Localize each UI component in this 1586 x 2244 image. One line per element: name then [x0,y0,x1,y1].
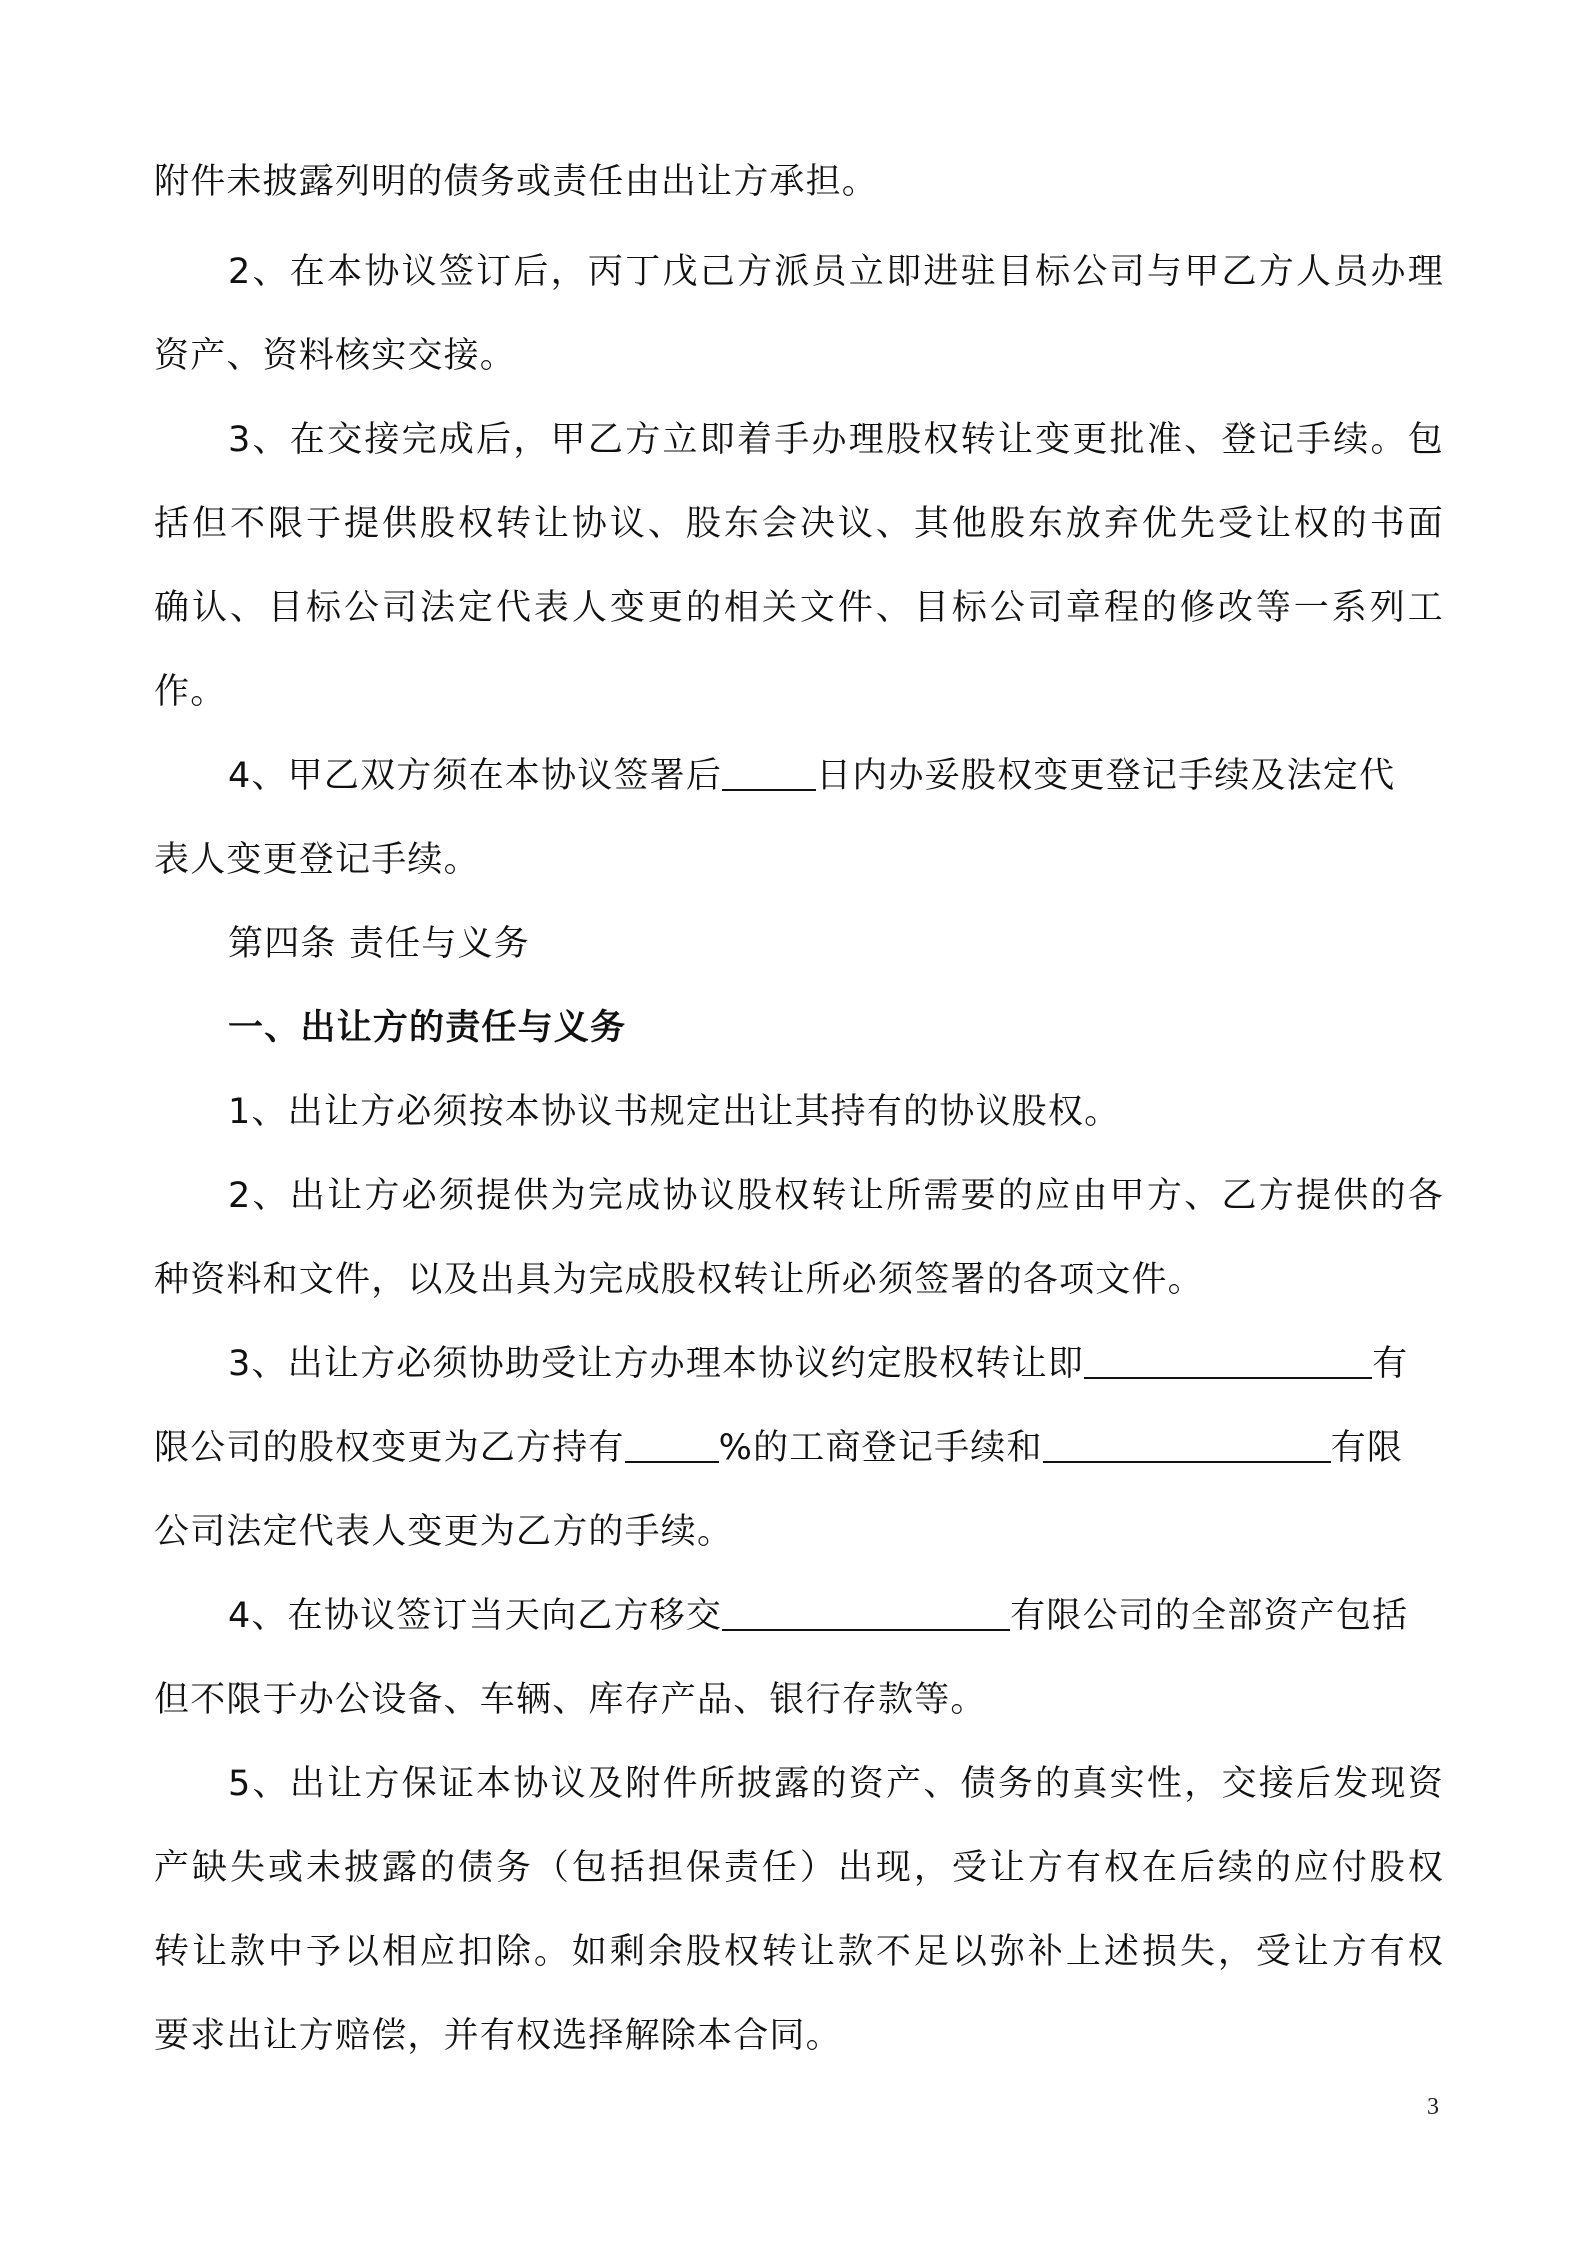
section-heading: 一、出让方的责任与义务 [228,1008,627,1048]
paragraph-line [154,1426,1444,1470]
text-segment: 日内办妥股权变更登记手续及法定代 [816,756,1396,796]
paragraph-line [228,1342,1444,1386]
paragraph-line: 确认、目标公司法定代表人变更的相关文件、目标公司章程的修改等一系列工 [154,588,1444,628]
text-segment: 有限 [1330,1428,1404,1468]
paragraph-line: 但不限于办公设备、车辆、库存产品、银行存款等。 [154,1680,987,1720]
page-number: 3 [1427,2094,1439,2120]
article-heading: 第四条 责任与义务 [228,924,530,964]
paragraph-line: 3、在交接完成后，甲乙方立即着手办理股权转让变更批准、登记手续。包 [228,420,1444,460]
paragraph-line: 表人变更登记手续。 [154,840,480,880]
paragraph-line: 附件未披露列明的债务或责任由出让方承担。 [154,162,879,202]
paragraph-line: 2、出让方必须提供为完成协议股权转让所需要的应由甲方、乙方提供的各 [228,1176,1444,1216]
fill-in-blank[interactable] [1043,1427,1331,1463]
paragraph-line: 作。 [154,672,227,712]
paragraph-line: 5、出让方保证本协议及附件所披露的资产、债务的真实性，交接后发现资 [228,1764,1444,1804]
fill-in-blank[interactable] [722,1595,1010,1631]
text-segment: %的工商登记手续和 [718,1428,1043,1468]
fill-in-blank[interactable] [625,1427,719,1463]
text-segment: 有限公司的全部资产包括 [1010,1596,1409,1636]
text-segment: 4、甲乙双方须在本协议签署后 [228,756,723,796]
paragraph-line: 产缺失或未披露的债务（包括担保责任）出现，受让方有权在后续的应付股权 [154,1848,1444,1888]
paragraph-line: 要求出让方赔偿，并有权选择解除本合同。 [154,2016,842,2056]
text-segment: 4、在协议签订当天向乙方移交 [228,1596,723,1636]
paragraph-line: 资产、资料核实交接。 [154,336,517,376]
fill-in-blank[interactable] [1084,1343,1372,1379]
text-segment: 有 [1372,1344,1409,1384]
paragraph-line: 公司法定代表人变更为乙方的手续。 [154,1512,734,1552]
paragraph-line: 2、在本协议签订后，丙丁戊己方派员立即进驻目标公司与甲乙方人员办理 [228,252,1444,292]
paragraph-line: 括但不限于提供股权转让协议、股东会决议、其他股东放弃优先受让权的书面 [154,504,1444,544]
paragraph-line: 1、出让方必须按本协议书规定出让其持有的协议股权。 [228,1092,1121,1132]
text-segment: 限公司的股权变更为乙方持有 [154,1428,625,1468]
text-segment: 3、出让方必须协助受让方办理本协议约定股权转让即 [228,1344,1085,1384]
paragraph-line [228,1594,1444,1638]
paragraph-line: 转让款中予以相应扣除。如剩余股权转让款不足以弥补上述损失，受让方有权 [154,1932,1444,1972]
paragraph-line: 种资料和文件，以及出具为完成股权转让所必须签署的各项文件。 [154,1260,1204,1300]
paragraph-line [228,754,1444,798]
fill-in-blank[interactable] [722,755,816,791]
